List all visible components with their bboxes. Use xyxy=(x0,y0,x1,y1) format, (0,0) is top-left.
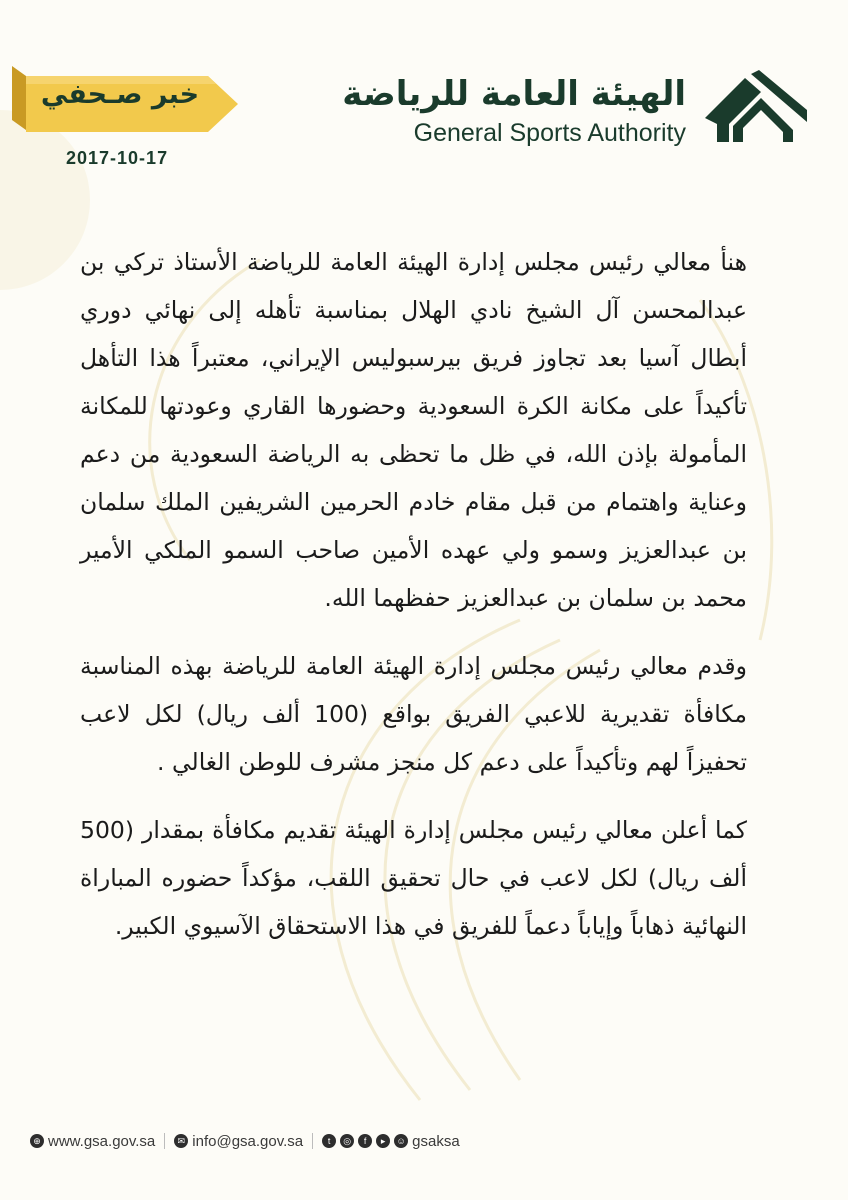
email-text: info@gsa.gov.sa xyxy=(192,1132,304,1150)
youtube-icon[interactable]: ▸ xyxy=(376,1134,390,1148)
twitter-icon[interactable]: t xyxy=(322,1134,336,1148)
press-release-label: خبر صـحفي xyxy=(40,79,200,110)
website-text: www.gsa.gov.sa xyxy=(48,1132,156,1150)
organization-name-arabic: الهيئة العامة للرياضة xyxy=(342,74,686,114)
email-link[interactable] xyxy=(174,1133,303,1150)
website-link[interactable] xyxy=(30,1133,155,1150)
paragraph-3: كما أعلن معالي رئيس مجلس إدارة الهيئة تقديم مكافأة بمقدار (500 ألف ريال) لكل لاعب في حال تحقيق اللقب، مؤكداً حضوره المباراة النهائية ذهاباً وإياباً دعماً للفريق في هذا الاستحقاق الآسيوي الكبير. xyxy=(80,816,747,940)
instagram-icon[interactable]: ◎ xyxy=(340,1134,354,1148)
footer-contacts xyxy=(30,1128,460,1154)
social-handle[interactable]: gsaksa xyxy=(412,1132,460,1150)
release-date: 2017-10-17 xyxy=(66,148,169,168)
gsa-logo xyxy=(342,70,808,150)
globe-icon: ⊕ xyxy=(30,1134,44,1148)
facebook-icon[interactable]: f xyxy=(358,1134,372,1148)
article-body xyxy=(80,238,747,970)
mail-icon: ✉ xyxy=(174,1134,188,1148)
organization-name-english: General Sports Authority xyxy=(413,119,686,147)
paragraph-2: وقدم معالي رئيس مجلس إدارة الهيئة العامة للرياضة بهذه المناسبة مكافأة تقديرية للاعبي الفريق بواقع (100 ألف ريال) لكل لاعب تحفيزاً لهم وتأكيداً على دعم كل منجز مشرف للوطن الغالي . xyxy=(80,652,747,776)
gsa-emblem-icon xyxy=(703,70,808,145)
divider xyxy=(164,1133,165,1149)
paragraph-1: هنأ معالي رئيس مجلس إدارة الهيئة العامة للرياضة الأستاذ تركي بن عبدالمحسن آل الشيخ نادي الهلال بمناسبة تأهله إلى نهائي دوري أبطال آسيا بعد تجاوز فريق بيرسبوليس الإيراني، معتبراً هذا التأهل تأكيداً على مكانة الكرة السعودية وحضورها القاري وعودتها للمكانة المأمولة بإذن الله، في ظل ما تحظى به الرياضة السعودية من دعم وعناية واهتمام من قبل مقام خادم الحرمين الشريفين الملك سلمان بن عبدالعزيز وسمو ولي عهده الأمين صاحب السمو الملكي الأمير محمد بن سلمان بن عبدالعزيز حفظهما الله. xyxy=(80,248,747,612)
snapchat-icon[interactable]: ☺ xyxy=(394,1134,408,1148)
divider xyxy=(312,1133,313,1149)
social-links xyxy=(322,1133,460,1150)
